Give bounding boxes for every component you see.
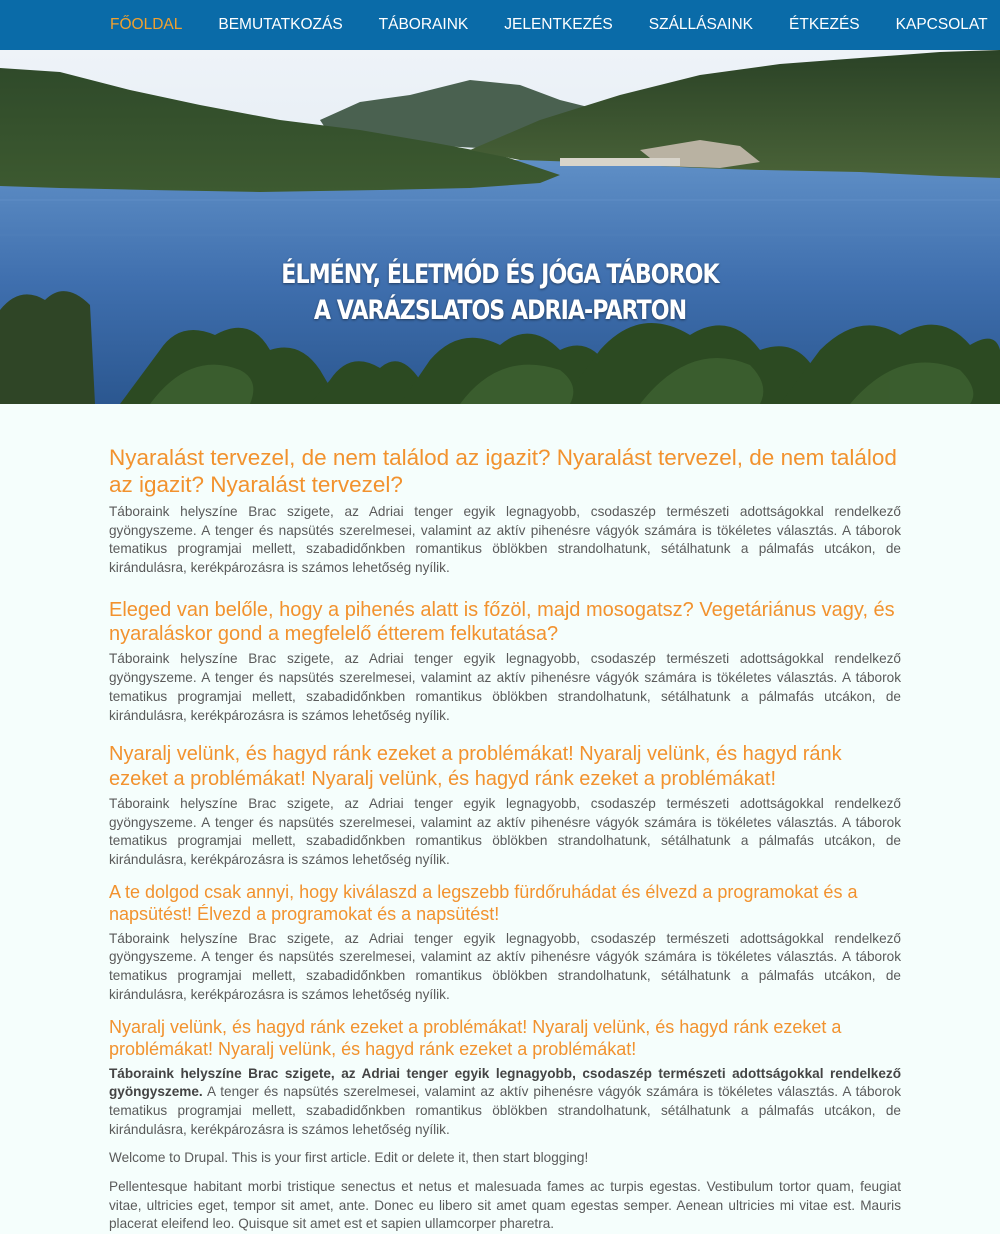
hero-title-line1: ÉLMÉNY, ÉLETMÓD ÉS JÓGA TÁBOROK [281,259,719,290]
article-body: Táboraink helyszíne Brac szigete, az Adriai tenger egyik legnagyobb, csodaszép természeti adottságokkal rendelkező gyöngyszeme. A tenger és napsütés szerelmesei, valamint az aktív pihenésre vágyók számára is tökéletes választás. A táborok tematikus programjai mellett, szabadidőnkben romantikus öblökben strandolhatunk, sétálhatunk a pálmafás utcákon, de kirándulásra, kerékpározásra is számos lehetőség nyílik. [109,651,901,723]
article-heading: Eleged van belőle, hogy a pihenés alatt is főzöl, majd mosogatsz? Vegetáriánus vagy, és nyaraláskor gond a megfelelő étterem felkutatása? [109,598,895,646]
nav-item-jelentkezes[interactable]: JELENTKEZÉS [504,16,613,33]
article-5 [109,1017,901,1140]
nav-item-taboraink[interactable]: TÁBORAINK [378,16,469,33]
article-heading: Nyaralj velünk, és hagyd ránk ezeket a problémákat! Nyaralj velünk, és hagyd ránk ezeket a problémákat! Nyaralj velünk, és hagyd ránk ezeket a problémákat! [109,1016,842,1059]
article-heading: Nyaralást tervezel, de nem találod az igazit? Nyaralást tervezel, de nem találod az igazit? Nyaralást tervezel? [109,445,897,498]
nav-item-foldal[interactable]: FŐOLDAL [110,16,183,33]
article-1 [109,444,901,578]
article-heading: A te dolgod csak annyi, hogy kiválaszd a legszebb fürdőruhádat és élvezd a programokat és a napsütést! Élvezd a programokat és a napsütést! [109,881,858,924]
welcome-text: Welcome to Drupal. This is your first article. Edit or delete it, then start blogging! [109,1150,589,1166]
nav-item-etkezes[interactable]: ÉTKEZÉS [789,16,860,33]
hero-title [90,257,910,329]
article-body-rest: A tenger és napsütés szerelmesei, valamint az aktív pihenésre vágyók számára is tökéletes választás. A táborok tematikus programjai mellett, szabadidőnkben romantikus öblökben strandolhatunk, sétálhatunk a pálmafás utcákon, de kirándulásra, kerékpározásra is számos lehetőség nyílik. [109,1084,901,1137]
article-body: Táboraink helyszíne Brac szigete, az Adriai tenger egyik legnagyobb, csodaszép természeti adottságokkal rendelkező gyöngyszeme. A tenger és napsütés szerelmesei, valamint az aktív pihenésre vágyók számára is tökéletes választás. A táborok tematikus programjai mellett, szabadidőnkben romantikus öblökben strandolhatunk, sétálhatunk a pálmafás utcákon, de kirándulásra, kerékpározásra is számos lehetőség nyílik. [109,930,901,1002]
article-body: Táboraink helyszíne Brac szigete, az Adriai tenger egyik legnagyobb, csodaszép természeti adottságokkal rendelkező gyöngyszeme. A tenger és napsütés szerelmesei, valamint az aktív pihenésre vágyók számára is tökéletes választás. A táborok tematikus programjai mellett, szabadidőnkben romantikus öblökben strandolhatunk, sétálhatunk a pálmafás utcákon, de kirándulásra, kerékpározásra is számos lehetőség nyílik. [109,503,901,575]
nav-item-szallasaink[interactable]: SZÁLLÁSAINK [648,16,754,33]
nav-item-kapcsolat[interactable]: KAPCSOLAT [895,16,988,33]
main-content [109,404,901,1234]
main-navigation [0,0,1000,50]
lorem-paragraph: Pellentesque habitant morbi tristique senectus et netus et malesuada fames ac turpis egestas. Vestibulum tortor quam, feugiat vitae, ultricies eget, tempor sit amet, ante. Donec eu libero sit amet quam egestas semper. Aenean ultricies mi vitae est. Mauris placerat eleifend leo. Quisque sit amet est et sapien ullamcorper pharetra. [109,1179,901,1232]
article-4 [109,882,901,1005]
hero-landscape-image [0,50,1000,404]
article-2 [109,598,901,726]
article-heading: Nyaralj velünk, és hagyd ránk ezeket a problémákat! Nyaralj velünk, és hagyd ránk ezeket a problémákat! Nyaralj velünk, és hagyd ránk ezeket a problémákat! [109,743,842,790]
nav-item-bemutatkozas[interactable]: BEMUTATKOZÁS [218,16,343,33]
article-3 [109,742,901,870]
hero-title-line2: A VARÁZSLATOS ADRIA-PARTON [313,295,687,326]
article-body: Táboraink helyszíne Brac szigete, az Adriai tenger egyik legnagyobb, csodaszép természeti adottságokkal rendelkező gyöngyszeme. A tenger és napsütés szerelmesei, valamint az aktív pihenésre vágyók számára is tökéletes választás. A táborok tematikus programjai mellett, szabadidőnkben romantikus öblökben strandolhatunk, sétálhatunk a pálmafás utcákon, de kirándulásra, kerékpározásra is számos lehetőség nyílik. [109,796,901,868]
hero-banner [0,50,1000,404]
article-body-bold: Táboraink helyszíne Brac szigete, az Adriai tenger egyik legnagyobb, csodaszép természeti adottságokkal rendelkező gyöngyszeme. [109,1065,901,1100]
article-body [109,1065,901,1140]
